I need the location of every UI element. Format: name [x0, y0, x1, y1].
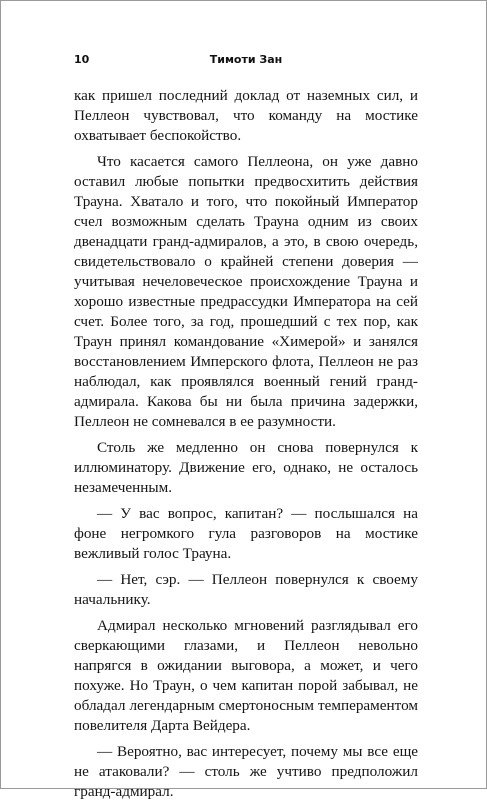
paragraph: — У вас вопрос, капитан? — послышался на фоне негромкого гула разговоров на мостике вежливый голос Трауна. [74, 505, 418, 562]
paragraph: — Вероятно, вас интересует, почему мы все еще не атаковали? — столь же учтиво предположил гранд-адмирал. [74, 743, 418, 800]
paragraph: как пришел последний доклад от наземных сил, и Пеллеон чувствовал, что команду на мостике охватывает беспокойство. [74, 87, 418, 144]
book-author: Тимоти Зан [209, 53, 283, 66]
paragraph: Адмирал несколько мгновений разглядывал его сверкающими глазами, и Пеллеон невольно напрягся в ожидании выговора, а может, и чего похуже. Но Траун, о чем капитан порой забывал, не обладал легендарным смертоносным темпераментом повелителя Дарта Вейдера. [74, 617, 418, 734]
page-number: 10 [74, 53, 90, 66]
running-head [74, 53, 418, 69]
paragraph: Столь же медленно он снова повернулся к иллюминатору. Движение его, однако, не осталось незамеченным. [74, 439, 418, 496]
paragraph: — Нет, сэр. — Пеллеон повернулся к своему начальнику. [74, 571, 418, 608]
paragraph: Что касается самого Пеллеона, он уже давно оставил любые попытки предвосхитить действия Трауна. Хватало и того, что покойный Император счел возможным сделать Трауна одним из своих двенадцати гранд-адмиралов, а это, в свою очередь, свидетельствовало о крайней степени доверия — учитывая нечеловеческое происхождение Трауна и хорошо известные предрассудки Императора на сей счет. Более того, за год, прошедший с тех пор, как Траун принял командование «Химерой» и занялся восстановлением Имперского флота, Пеллеон не раз наблюдал, как проявлялся военный гений гранд-адмирала. Какова бы ни была причина задержки, Пеллеон не сомневался в ее разумности. [74, 153, 418, 430]
body-text [74, 86, 418, 808]
